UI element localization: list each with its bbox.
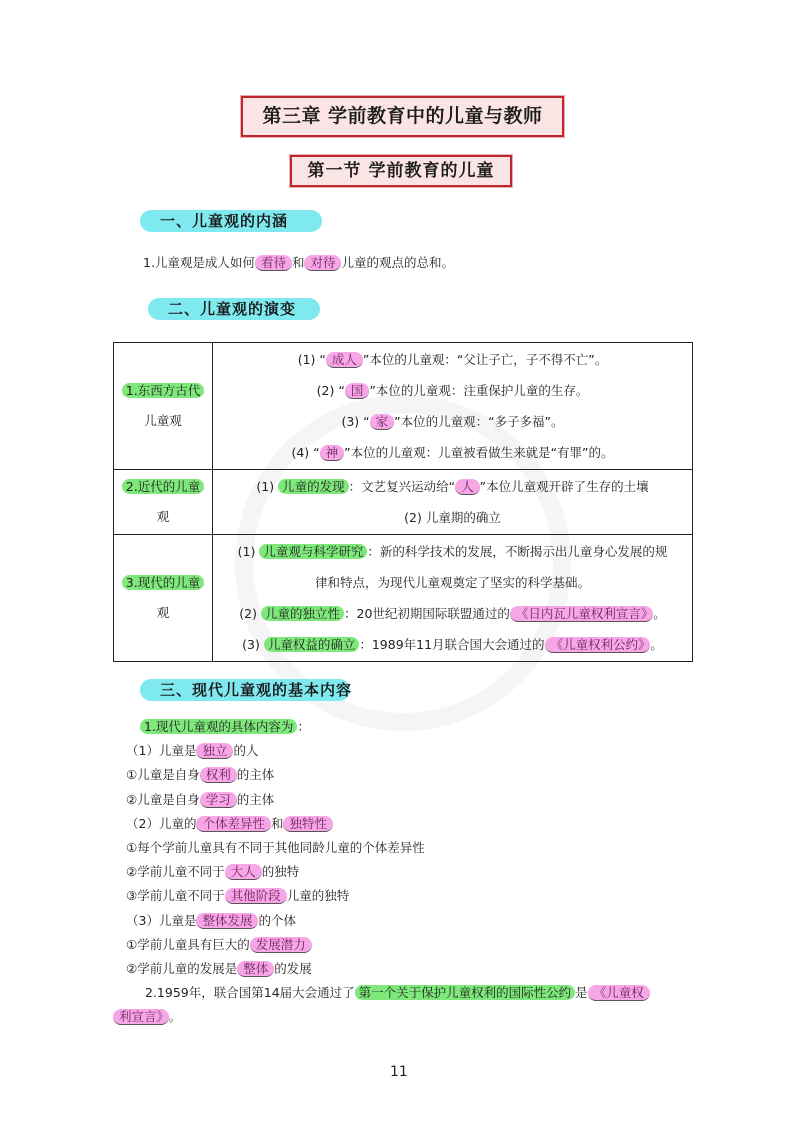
content-line [140, 717, 310, 737]
row-label [114, 470, 213, 535]
row-label-line [115, 406, 211, 436]
text-segment: 。 [653, 606, 666, 621]
table-row [114, 470, 693, 535]
page-number: 11 [390, 1064, 408, 1080]
content-line [113, 1007, 181, 1027]
content-line [145, 983, 650, 1003]
text-segment: 的发展 [274, 961, 312, 976]
text-segment: 律和特点，为现代儿童观奠定了坚实的科学基础。 [314, 575, 590, 590]
content-line [126, 814, 333, 834]
text-segment: ②学前儿童不同于 [126, 864, 225, 880]
highlight-keyword: 儿童权益的确立 [264, 637, 360, 652]
row-content-line [214, 375, 691, 406]
text-segment: ③学前儿童不同于 [126, 888, 225, 904]
highlight-answer: 独特性 [283, 816, 333, 832]
content-line [126, 765, 274, 785]
text-segment: （1）儿童是 [126, 743, 197, 759]
content-line [126, 838, 425, 858]
content-line [126, 911, 296, 931]
text-segment: 1.儿童观是成人如何 [143, 255, 255, 270]
highlight-answer: 《儿童权利公约》 [545, 637, 651, 653]
text-segment: ①儿童是自身 [126, 767, 200, 783]
highlight-keyword: 第一个关于保护儿童权利的国际性公约 [355, 985, 576, 1000]
row-content-line [214, 567, 691, 598]
text-segment: 的个体 [258, 912, 296, 928]
row-label-line [115, 376, 211, 406]
text-segment: (1) [237, 544, 260, 559]
row-label [114, 535, 213, 662]
text-segment: 的独特 [261, 864, 300, 880]
highlight-keyword: 儿童的独立性 [261, 606, 344, 621]
text-segment: ： [297, 719, 310, 734]
row-content [213, 535, 693, 662]
highlight-answer: 《日内瓦儿童权利宣言》 [510, 606, 653, 622]
text-segment: （3）儿童是 [126, 912, 197, 928]
highlight-keyword: 1.现代儿童观的具体内容为 [140, 719, 297, 734]
row-content-line [214, 406, 691, 437]
text-segment: 和 [270, 815, 284, 831]
text-segment: (3) “ [341, 414, 370, 429]
table-row [114, 535, 693, 662]
section-title: 第一节 学前教育的儿童 [290, 155, 512, 187]
text-segment: ：文艺复兴运动给“ [348, 479, 456, 494]
row-content-line [214, 629, 691, 660]
text-segment: 的人 [233, 743, 259, 759]
row-content [213, 470, 693, 535]
highlight-answer: 整体发展 [196, 913, 258, 929]
highlight-keyword: 儿童的发现 [278, 479, 349, 494]
row-label-text: 1.东西方古代 [122, 383, 204, 398]
highlight-answer: 独立 [196, 743, 233, 759]
highlight-answer: 人 [455, 479, 480, 495]
row-content-line [214, 344, 691, 375]
row-label-line [115, 502, 211, 532]
row-label-text: 2.近代的儿童 [122, 479, 204, 494]
text-segment: ”本位的儿童观：“多子多福”。 [394, 414, 564, 429]
highlight-answer: 学习 [200, 792, 237, 808]
text-segment: (1) “ [297, 352, 326, 367]
row-content-line [214, 598, 691, 629]
highlight-answer: 《儿童权 [588, 985, 650, 1001]
text-segment: ”本位的儿童观：注重保护儿童的生存。 [369, 383, 589, 398]
text-segment: 儿童的观点的总和。 [341, 255, 454, 270]
highlight-answer: 其他阶段 [225, 888, 287, 904]
text-segment: 。 [650, 637, 663, 652]
intro-line [143, 253, 454, 273]
row-label-text: 观 [156, 605, 170, 620]
row-label-line [115, 472, 211, 502]
text-segment: 是 [575, 985, 588, 1001]
highlight-answer: 个体差异性 [196, 816, 271, 832]
row-label-text: 观 [156, 509, 170, 524]
row-content-line [214, 536, 691, 567]
text-segment: (3) [242, 637, 264, 652]
text-segment: 的主体 [236, 767, 275, 783]
text-segment: 儿童的独特 [286, 888, 350, 904]
row-content-line [214, 471, 691, 502]
text-segment: 和 [291, 255, 305, 270]
highlight-answer: 看待 [255, 255, 292, 271]
text-segment: (1) [256, 479, 279, 494]
text-segment: 的主体 [236, 791, 275, 807]
row-label-text: 儿童观 [144, 413, 182, 428]
highlight-answer: 家 [370, 414, 395, 430]
text-segment: ②儿童是自身 [126, 791, 200, 807]
text-segment: （2）儿童的 [126, 815, 197, 831]
text-segment: ②学前儿童的发展是 [126, 961, 238, 976]
content-line [126, 935, 312, 955]
highlight-answer: 成人 [326, 352, 363, 368]
text-segment: ①每个学前儿童具有不同于其他同龄儿童的个体差异性 [126, 840, 425, 855]
highlight-answer: 对待 [304, 255, 341, 271]
heading-3: 三、现代儿童观的基本内容 [140, 679, 350, 701]
content-line [126, 959, 312, 979]
text-segment: ”本位的儿童观：“父让子亡，子不得不亡”。 [362, 352, 608, 367]
evolution-table [113, 342, 693, 662]
text-segment: ”本位的儿童观：儿童被看做生来就是“有罪”的。 [344, 445, 614, 460]
text-segment: (4) “ [291, 445, 320, 460]
text-segment: ：1989年11月联合国大会通过的 [359, 637, 545, 652]
text-segment: (2) [239, 606, 261, 621]
text-segment: ①学前儿童具有巨大的 [126, 936, 250, 952]
table-row [114, 343, 693, 470]
content-line [126, 741, 258, 761]
highlight-answer: 利宣言》 [113, 1009, 169, 1025]
highlight-answer: 神 [320, 445, 345, 461]
heading-1: 一、儿童观的内涵 [140, 210, 322, 232]
row-content [213, 343, 693, 470]
row-label [114, 343, 213, 470]
text-segment: 。 [168, 1009, 182, 1025]
content-line [126, 886, 349, 906]
row-label-line [115, 598, 211, 628]
row-label-line [115, 568, 211, 598]
highlight-answer: 大人 [225, 864, 262, 880]
highlight-answer: 权利 [200, 767, 237, 783]
content-line [126, 790, 274, 810]
text-segment: ：20世纪初期国际联盟通过的 [344, 606, 510, 621]
row-content-line [214, 502, 691, 533]
highlight-answer: 国 [345, 383, 370, 399]
heading-2: 二、儿童观的演变 [148, 298, 320, 320]
content-line [126, 862, 299, 882]
text-segment: (2) 儿童期的确立 [404, 510, 501, 525]
highlight-answer: 发展潜力 [250, 937, 312, 953]
chapter-title: 第三章 学前教育中的儿童与教师 [241, 96, 564, 137]
row-label-text: 3.现代的儿童 [122, 575, 204, 590]
text-segment: 2.1959年，联合国第14届大会通过了 [145, 985, 355, 1001]
highlight-answer: 整体 [237, 961, 274, 977]
text-segment: ：新的科学技术的发展，不断揭示出儿童身心发展的规 [367, 544, 668, 559]
highlight-keyword: 儿童观与科学研究 [259, 544, 367, 559]
text-segment: ”本位儿童观开辟了生存的土壤 [479, 479, 649, 494]
row-content-line [214, 437, 691, 468]
text-segment: (2) “ [316, 383, 345, 398]
